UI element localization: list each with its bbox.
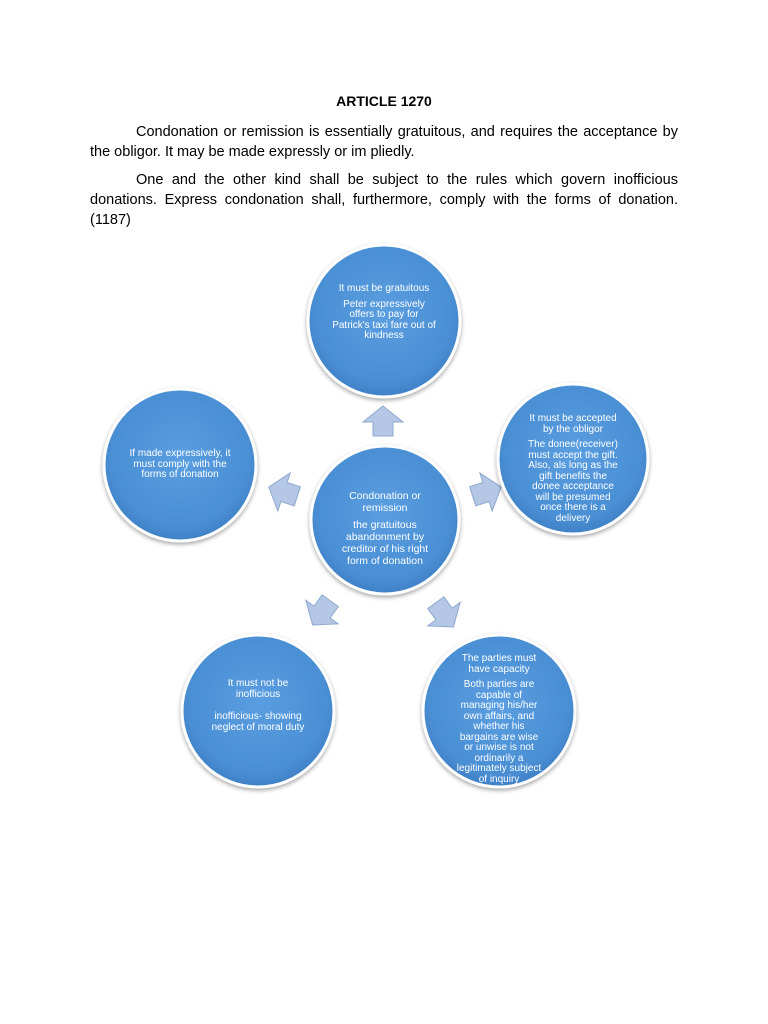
article-paragraph-1: Condonation or remission is essentially gratuitous, and requires the acceptance by the obligor. It may be made expressly or im pliedly.: [90, 124, 678, 160]
article-paragraph-2: One and the other kind shall be subject to the rules which govern inofficious donations. Express condonation shall, furthermore, comply with the forms of donation. (1187): [90, 172, 678, 228]
bottom-right-node-body: Both parties are capable of managing his/her own affairs, and whether his bargains are wise or unwise is not ordinarily a legitimately subject of inquiry: [456, 679, 542, 785]
bottom-left-node-heading: It must not be inofficious: [227, 678, 289, 700]
arrow-up: [363, 406, 403, 436]
left-node-heading: If made expressively, it must comply with the forms of donation: [129, 448, 231, 480]
right-node-heading: It must be accepted by the obligor: [529, 413, 617, 435]
arrow-upper-left: [263, 468, 304, 515]
top-node-text: [330, 284, 438, 342]
arrow-lower-right: [420, 591, 470, 639]
bottom-right-node-text: [456, 654, 542, 785]
bottom-right-node-heading: The parties must have capacity: [461, 653, 537, 675]
bottom-left-node-text: [206, 679, 310, 733]
top-node-heading: It must be gratuitous: [338, 283, 430, 294]
right-node-body: The donee(receiver) must accept the gift. Also, als long as the gift benefits the donee acceptance will be presumed once there is a delivery: [527, 439, 619, 524]
center-node-body: the gratuitous abandonment by creditor of his right form of donation: [341, 519, 429, 567]
center-node-text: [333, 490, 437, 567]
article-title: ARTICLE 1270: [336, 93, 432, 109]
left-node-text: [126, 449, 234, 481]
right-node-text: [527, 414, 619, 524]
center-node-heading: Condonation or remission: [349, 490, 421, 514]
bottom-left-node-body: inofficious- showing neglect of moral duty: [211, 711, 305, 733]
top-node-body: Peter expressively offers to pay for Patrick's taxi fare out of kindness: [332, 298, 436, 341]
arrow-lower-left: [296, 589, 346, 637]
